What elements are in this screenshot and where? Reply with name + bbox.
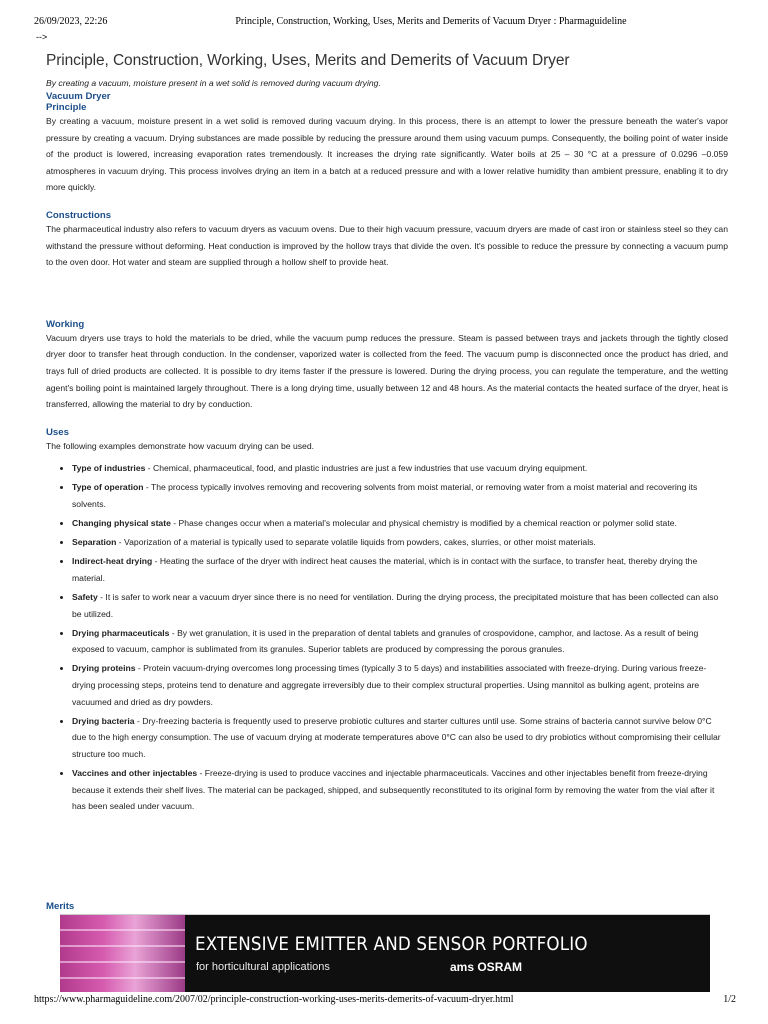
uses-list bbox=[46, 460, 728, 814]
ad-greenhouse-image bbox=[60, 915, 185, 992]
working-paragraph: Vacuum dryers use trays to hold the materials to be dried, while the vacuum pump reduces the pressure. Steam is passed between trays and jackets through the tightly closed dryer door to transfer heat through conduction. In the condenser, vaporized water is collected from the feed. The vacuum pump is disconnected once the product has dried, and trays full of dried products are collected. It is possible to dry items faster if the pressure is lowered. During the drying process, you can regulate the temperature, and the wetting agent's boiling point is maintained largely throughout. There is a long drying time, usually between 12 and 48 hours. As the material contacts the heated surface of the dryer, heat is transferred, allowing the material to dry by conduction. bbox=[46, 332, 728, 410]
print-header bbox=[34, 16, 738, 30]
use-text: - Dry-freezing bacteria is frequently used to preserve probiotic cultures and starter cultures until use. Some strains of bacteria cannot survive below 0°C due to the high energy consumption. The use of vacuum drying at moderate temperatures above 0°C can also be used to dry probiotics without compromising their cellular structure too much. bbox=[72, 715, 721, 759]
use-term: Safety bbox=[72, 591, 98, 602]
list-item bbox=[72, 589, 728, 622]
heading-constructions: Constructions bbox=[46, 209, 112, 221]
use-term: Type of operation bbox=[72, 482, 144, 493]
ad-subline: for horticultural applications bbox=[196, 961, 330, 973]
html-artifact: --> bbox=[36, 32, 48, 42]
list-item bbox=[72, 479, 728, 512]
constructions-paragraph: The pharmaceutical industry also refers to vacuum dryers as vacuum ovens. Due to their high vacuum pressure, vacuum dryers are made of cast iron or stainless steel so they can withstand the pressure without deforming. Heat conduction is improved by the hollow trays that divide the oven. It's possible to reduce the pressure by connecting a vacuum pump to the oven door. Hot water and steam are supplied through a hollow shelf to provide heat. bbox=[46, 223, 728, 268]
use-text: - Chemical, pharmaceutical, food, and plastic industries are just a few industries that use vacuum drying equipment. bbox=[145, 463, 588, 474]
use-text: - Protein vacuum-drying overcomes long processing times (typically 3 to 5 days) and instabilities associated with freeze-drying. During various freeze-drying processing steps, proteins tend to denature and aggregate irreversibly due to their complex structural properties. Using mannitol as bulking agent, proteins are vacuumed and dried as dry powders. bbox=[72, 663, 707, 707]
use-text: - It is safer to work near a vacuum dryer since there is no need for ventilation. During the drying process, the precipitated moisture that has been collected can also be utilized. bbox=[72, 591, 719, 619]
list-item bbox=[72, 515, 728, 532]
page-number: 1/2 bbox=[723, 994, 736, 1005]
list-item bbox=[72, 625, 728, 658]
use-text: - Phase changes occur when a material's molecular and physical chemistry is modified by a chemical reaction or polymer solid state. bbox=[170, 518, 677, 529]
use-term: Type of industries bbox=[72, 463, 146, 474]
use-term: Vaccines and other injectables bbox=[72, 767, 198, 778]
list-item bbox=[72, 460, 728, 477]
heading-principle: Principle bbox=[46, 102, 87, 113]
ad-headline: EXTENSIVE EMITTER AND SENSOR PORTFOLIO bbox=[195, 933, 588, 955]
ad-brand-logo: ams OSRAM bbox=[450, 960, 523, 974]
use-term: Drying pharmaceuticals bbox=[72, 627, 170, 638]
print-url: https://www.pharmaguideline.com/2007/02/principle-construction-working-uses-merits-demerits-of-vacuum-dryer.html bbox=[34, 994, 514, 1005]
use-term: Separation bbox=[72, 537, 117, 548]
use-term: Drying proteins bbox=[72, 663, 136, 674]
article bbox=[46, 52, 728, 817]
use-text: - Freeze-drying is used to produce vaccines and injectable pharmaceuticals. Vaccines and other injectables benefit from freeze-drying because it extends their shelf lives. The material can be packaged, shipped, and subsequently reconstituted to its original form by removing the water from the vial after it has been sealed under vacuum. bbox=[72, 767, 715, 812]
use-text: - Heating the surface of the dryer with indirect heat causes the material, which is in contact with the surface, to transfer heat, thereby drying the material. bbox=[72, 556, 698, 583]
use-text: - Vaporization of a material is typically used to separate volatile liquids from powders, cakes, slurries, or other moist materials. bbox=[116, 537, 596, 548]
use-term: Indirect-heat drying bbox=[72, 556, 153, 567]
heading-vacuum-dryer: Vacuum Dryer bbox=[46, 91, 111, 102]
uses-intro: The following examples demonstrate how vacuum drying can be used. bbox=[46, 440, 314, 451]
article-title: Principle, Construction, Working, Uses, Merits and Demerits of Vacuum Dryer bbox=[46, 52, 570, 69]
principle-paragraph: By creating a vacuum, moisture present in a wet solid is removed during vacuum drying. In this process, there is an attempt to lower the pressure beneath the water's vapor pressure by creating a vacuum. Drying substances are made possible by reducing the pressure around them using vacuum pumps. Consequently, the boiling point of water inside of the product is lowered, increasing evaporation rates tremendously. It increases the drying rate significantly. Water boils at 25 – 30 °C at a pressure of 0.0296 –0.059 atmospheres in vacuum drying. This process involves drying an item in a batch at a reduced pressure and with a lower relative humidity than ambient pressure, enabling it to dry more quickly. bbox=[46, 116, 728, 193]
heading-working: Working bbox=[46, 318, 85, 330]
article-intro: By creating a vacuum, moisture present in a wet solid is removed during vacuum drying. bbox=[46, 78, 381, 88]
use-term: Drying bacteria bbox=[72, 715, 135, 726]
heading-uses: Uses bbox=[46, 426, 69, 438]
print-footer bbox=[34, 994, 736, 1008]
list-item bbox=[72, 660, 728, 710]
list-item bbox=[72, 534, 728, 551]
list-item bbox=[72, 553, 728, 586]
print-date: 26/09/2023, 22:26 bbox=[34, 16, 108, 27]
use-term: Changing physical state bbox=[72, 518, 171, 529]
ad-banner[interactable] bbox=[60, 914, 710, 992]
use-text: - By wet granulation, it is used in the preparation of dental tablets and granules of crospovidone, camphor, and lactose. As a result of being exposed to vacuum, camphor is sublimated from its granules. Superior tablets are produced by compressing the porous granules. bbox=[72, 627, 699, 655]
use-text: - The process typically involves removing and recovering solvents from moist material, or removing water from a moist material and recovering its solvents. bbox=[72, 482, 698, 509]
print-page-title: Principle, Construction, Working, Uses, Merits and Demerits of Vacuum Dryer : Pharmaguideline bbox=[235, 16, 627, 27]
list-item bbox=[72, 713, 728, 763]
heading-merits: Merits bbox=[46, 901, 75, 912]
list-item bbox=[72, 765, 728, 815]
